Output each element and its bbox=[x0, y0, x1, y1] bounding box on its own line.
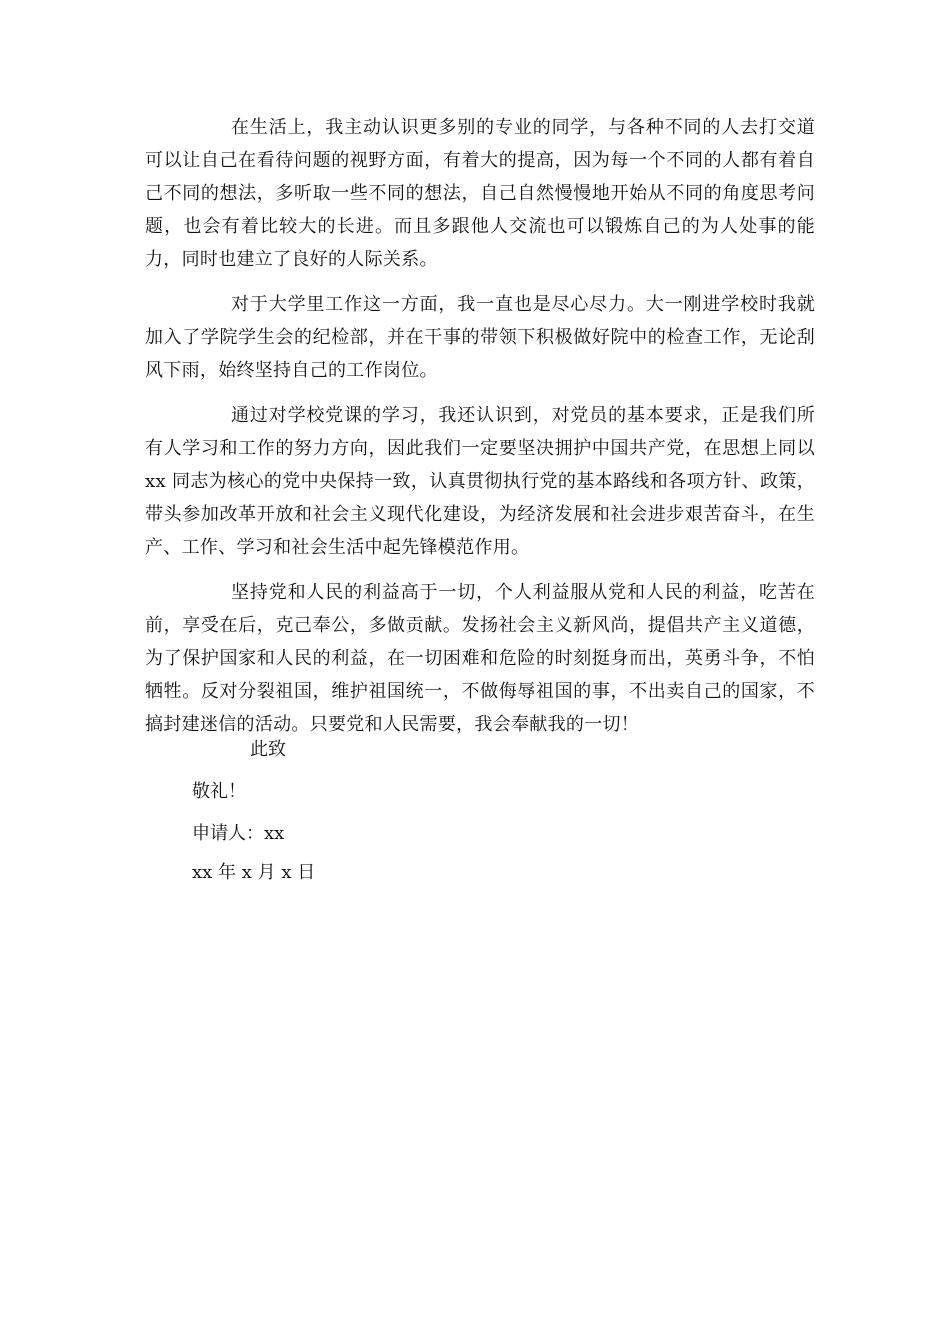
paragraph-life: 在生活上，我主动认识更多别的专业的同学，与各种不同的人去打交道可以让自己在看待问题的视野方面，有着大的提高，因为每一个不同的人都有着自己不同的想法，多听取一些不同的想法，自己自然慢慢地开始从不同的角度思考问题，也会有着比较大的长进。而且多跟他人交流也可以锻炼自己的为人处事的能力，同时也建立了良好的人际关系。 bbox=[145, 117, 815, 270]
paragraph-work: 对于大学里工作这一方面，我一直也是尽心尽力。大一刚进学校时我就加入了学院学生会的纪检部，并在干事的带领下积极做好院中的检查工作，无论刮风下雨，始终坚持自己的工作岗位。 bbox=[145, 294, 815, 381]
paragraph-commitment: 坚持党和人民的利益高于一切，个人利益服从党和人民的利益，吃苦在前，享受在后，克己奉公，多做贡献。发扬社会主义新风尚，提倡共产主义道德，为了保护国家和人民的利益，在一切困难和危险的时刻挺身而出，英勇斗争，不怕牺牲。反对分裂祖国，维护祖国统一，不做侮辱祖国的事，不出卖自己的国家，不搞封建迷信的活动。只要党和人民需要，我会奉献我的一切！ bbox=[145, 582, 815, 735]
paragraph-party-study: 通过对学校党课的学习，我还认识到，对党员的基本要求，正是我们所有人学习和工作的努力方向，因此我们一定要坚决拥护中国共产党，在思想上同以 xx 同志为核心的党中央保持一致，认真贯彻执行党的基本路线和各项方针、政策，带头参加改革开放和社会主义现代化建设，为经济发展和社会进步艰苦奋斗，在生产、工作、学习和社会生活中起先锋模范作用。 bbox=[145, 405, 815, 558]
closing-salute: 此致 bbox=[250, 739, 286, 760]
letter-body bbox=[145, 111, 815, 753]
closing-regards: 敬礼！ bbox=[192, 781, 246, 802]
closing-date: xx 年 x 月 x 日 bbox=[192, 862, 316, 883]
closing-applicant: 申请人：xx bbox=[192, 823, 285, 844]
